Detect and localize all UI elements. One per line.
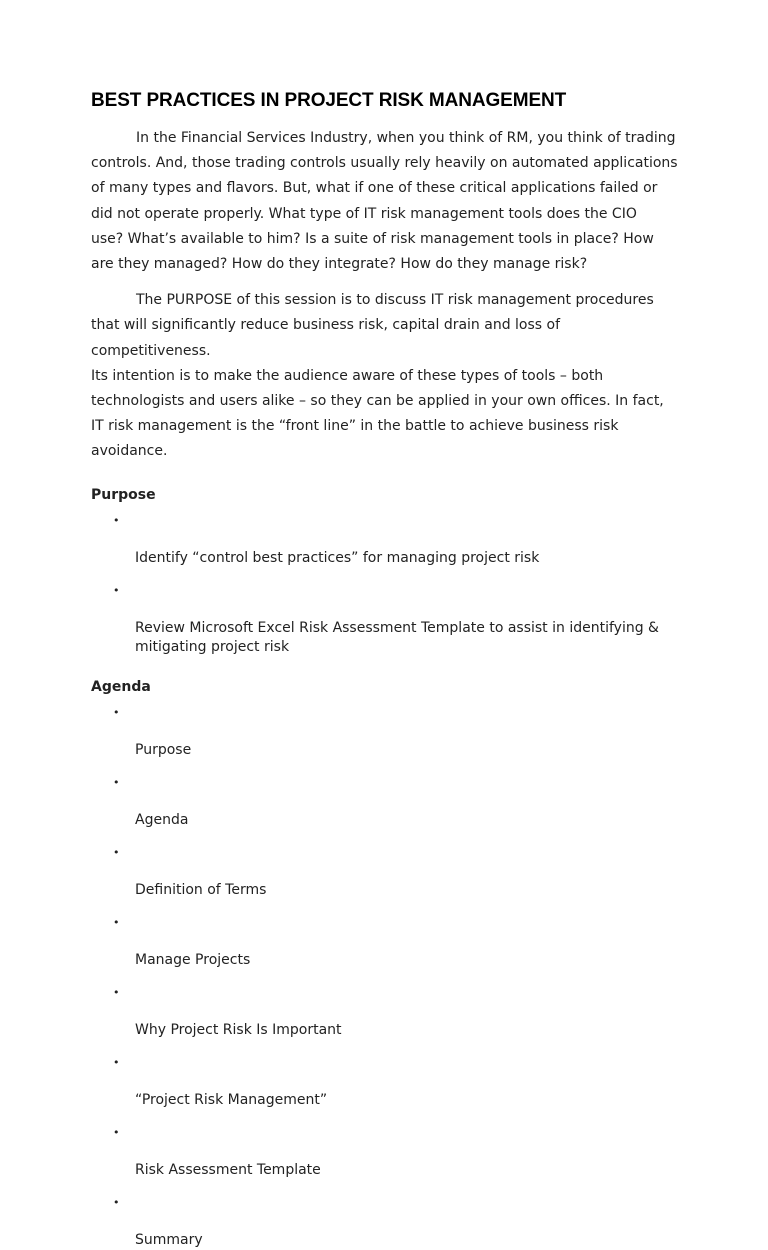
agenda-item-text: Risk Assessment Template [135, 1161, 321, 1178]
bullet-icon: • [113, 915, 120, 929]
agenda-item [91, 843, 680, 900]
purpose-heading: Purpose [91, 486, 156, 503]
purpose-item [91, 511, 680, 568]
agenda-item [91, 1053, 680, 1110]
bullet-icon: • [113, 985, 120, 999]
agenda-item-text: Manage Projects [135, 951, 251, 968]
agenda-item [91, 703, 680, 760]
agenda-heading: Agenda [91, 678, 151, 695]
agenda-item [91, 983, 680, 1040]
bullet-icon: • [113, 845, 120, 859]
agenda-item [91, 1193, 680, 1250]
agenda-list [91, 703, 680, 1250]
agenda-item-text: Definition of Terms [135, 881, 267, 898]
intro-paragraph: In the Financial Services Industry, when you think of RM, you think of trading controls. And, those trading controls usually rely heavily on automated applications of many types and flavors. But, what if one of these critical applications failed or did not operate properly. What type of IT risk management tools does the CIO use? What’s available to him? Is a suite of risk management tools in place? How are they managed? How do they integrate? How do they manage risk? [91, 130, 678, 273]
agenda-item-text: Summary [135, 1231, 203, 1248]
bullet-icon: • [113, 513, 120, 527]
bullet-icon: • [113, 1055, 120, 1069]
agenda-item [91, 1123, 680, 1180]
bullet-icon: • [113, 705, 120, 719]
agenda-item [91, 913, 680, 970]
agenda-item-text: Why Project Risk Is Important [135, 1021, 342, 1038]
purpose-list [91, 511, 680, 657]
document-title: BEST PRACTICES IN PROJECT RISK MANAGEMENT [91, 90, 567, 111]
purpose-item [91, 581, 680, 657]
bullet-icon: • [113, 1195, 120, 1209]
purpose-item-text: Identify “control best practices” for managing project risk [135, 549, 540, 566]
agenda-item-text: “Project Risk Management” [135, 1091, 328, 1108]
bullet-icon: • [113, 775, 120, 789]
purpose-paragraph: The PURPOSE of this session is to discuss IT risk management procedures that will significantly reduce business risk, capital drain and loss of competitiveness. Its intention is to make the audience aware of these types of tools – both technologists and users alike – so they can be applied in your own offices. In fact, IT risk management is the “front line” in the battle to achieve business risk avoidance. [91, 292, 664, 460]
agenda-item-text: Purpose [135, 741, 192, 758]
agenda-item-text: Agenda [135, 811, 189, 828]
agenda-item [91, 773, 680, 830]
purpose-item-text: Review Microsoft Excel Risk Assessment Template to assist in identifying & mitigating project risk [135, 619, 659, 655]
bullet-icon: • [113, 583, 120, 597]
bullet-icon: • [113, 1125, 120, 1139]
